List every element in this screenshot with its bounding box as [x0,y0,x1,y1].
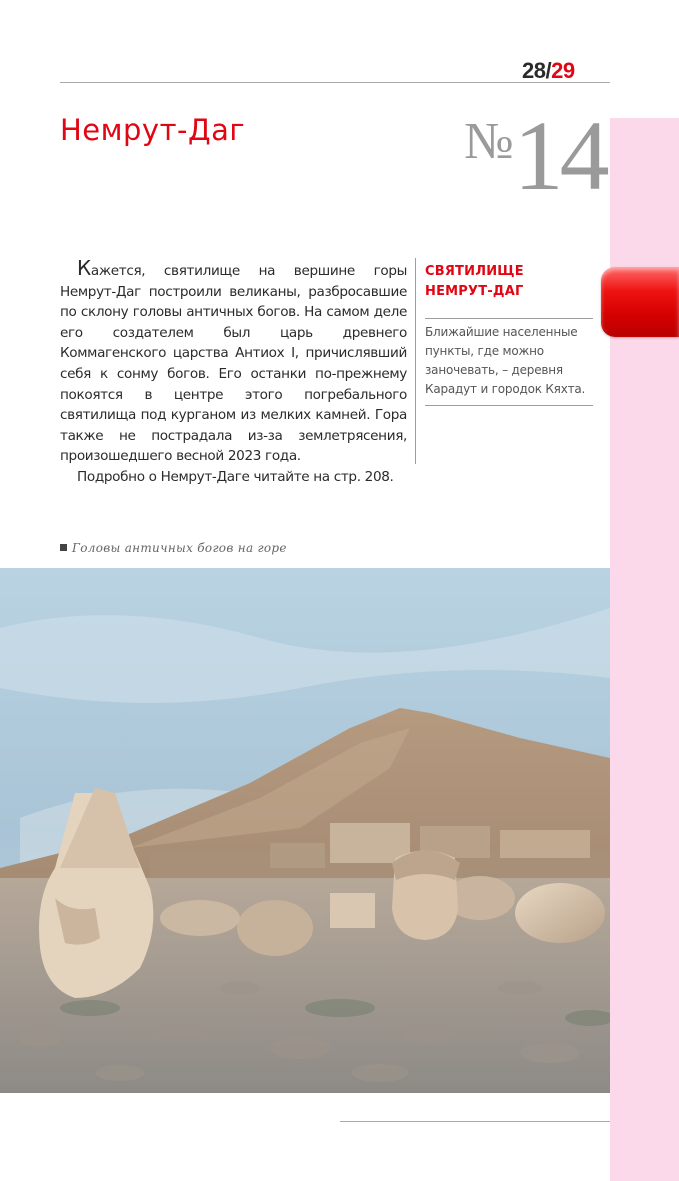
page-number-right: 29 [551,58,575,83]
photo-caption [60,541,287,555]
paragraph-1-text: ажется, святилище на вершине горы Немрут-Даг построили великаны, разбросавшие по склону головы античных богов. На самом деле его создателем был царь древнего Коммагенского царства Антиох I, причислявший себя к сонму богов. Его останки по-прежнему покоятся в центре этого погребального святилища под курганом из мелких камней. Гора также не пострадала из-за землетрясения, произошедшего весной 2023 года. [60,263,407,465]
footer-rule [340,1121,610,1122]
fallen-block [330,893,375,928]
drop-cap: К [77,256,91,280]
rubble-block [270,843,325,868]
article-body [60,258,407,488]
entry-number [464,98,606,213]
sidebar-heading-line-2: НЕМРУТ-ДАГ [425,284,524,299]
body-paragraph-reference: Подробно о Немрут-Даге читайте на стр. 208. [77,468,394,485]
caption-bullet-icon [60,544,67,551]
number-value: 14 [513,100,606,211]
page-number-left: 28 [522,58,546,83]
column-divider [415,258,416,464]
chapter-tab[interactable] [601,267,679,337]
rubble-block [500,830,590,858]
fallen-block [515,883,605,943]
photo-nemrut-dag [0,568,610,1093]
photo-caption-text: Головы античных богов на горе [72,541,287,555]
page-number-separator: / [545,58,552,83]
photo-illustration [0,568,610,1093]
page-numbers [522,58,575,84]
fallen-block [160,900,240,936]
sidebar-rule-top [425,318,593,319]
body-paragraph [60,258,407,467]
sidebar-rule-bottom [425,405,593,406]
number-sign: № [464,113,514,170]
article-title: Немрут-Даг [60,113,246,147]
sidebar-note: Ближайшие населенные пункты, где можно заночевать, – деревня Карадут и городок Кяхта. [425,325,586,396]
sidebar-heading-line-1: СВЯТИЛИЩЕ [425,264,524,279]
sidebar-heading [425,262,595,302]
fallen-block [237,900,313,956]
